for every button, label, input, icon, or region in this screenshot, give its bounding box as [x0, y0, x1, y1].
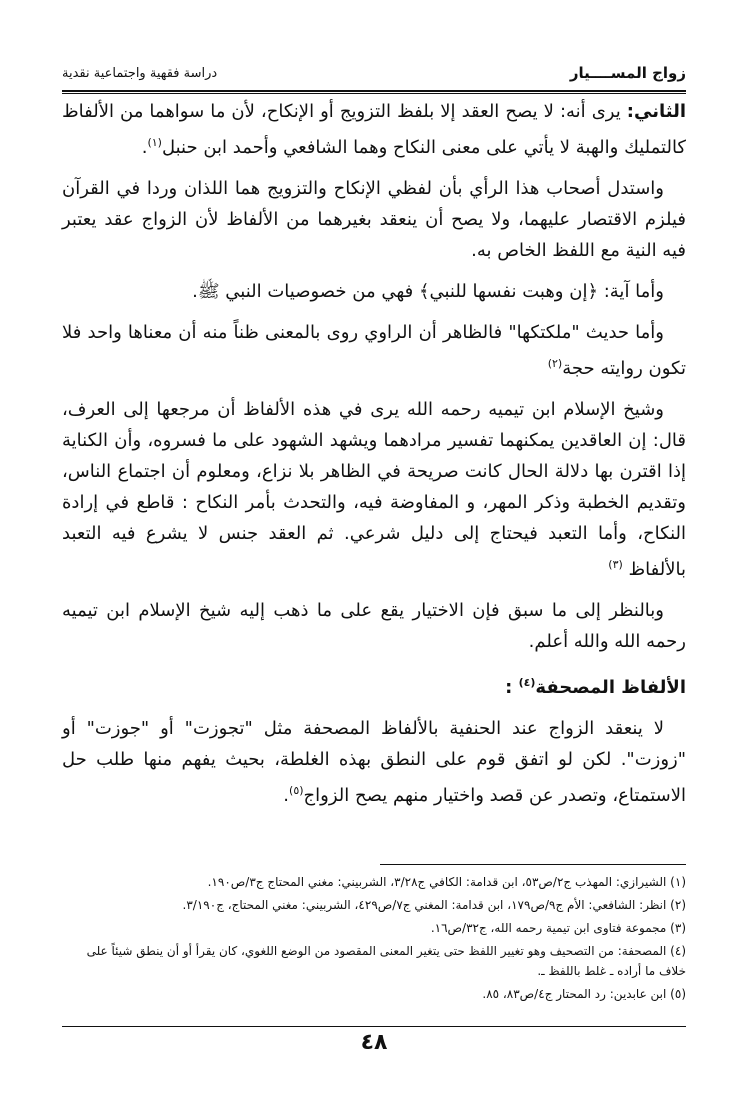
paragraph-3 [62, 276, 686, 307]
quran-verse: ﴿إن وهبت نفسها للنبي﴾ [418, 281, 598, 302]
footnote-1: (١) الشيرازي: المهذب ج٢/ص٥٣، ابن قدامة: الكافي ج٣/٢٨، الشربيني: مغني المحتاج ج٣/ص١٩٠. [207, 875, 686, 889]
footnote-ref-2[interactable]: (٢) [547, 357, 563, 370]
section-heading [62, 667, 686, 703]
paragraph-3-a: وأما آية: [598, 281, 664, 302]
section-heading-text: الألفاظ المصحفة [535, 677, 686, 698]
paragraph-1-text: يرى أنه: لا يصح العقد إلا بلفظ التزويج أو الإنكاح، لأن ما سواهما من الألفاظ كالتمليك والهبة لا يأتي على معنى النكاح وهما الشافعي وأحمد ابن حنبل [62, 101, 686, 158]
main-text [62, 96, 686, 821]
footnote-ref-5[interactable]: (٥) [289, 784, 304, 797]
paragraph-1-lead: الثاني: [626, 101, 686, 122]
paragraph-2: واستدل أصحاب هذا الرأي بأن لفظي الإنكاح والتزويج هما اللذان وردا في القرآن فيلزم الاقتصار عليهما، ولا يصح أن ينعقد بغيرهما من الألفاظ لأن الزواج عقد يعتبر فيه النية مع اللفظ الخاص به. [62, 178, 686, 261]
paragraph-6: وبالنظر إلى ما سبق فإن الاختيار يقع على ما ذهب إليه شيخ الإسلام ابن تيميه رحمه الله والله أعلم. [62, 600, 686, 652]
paragraph-7-end: . [283, 785, 290, 806]
paragraph-4 [62, 317, 686, 384]
footnote-2: (٢) انظر: الشافعي: الأم ج٩/ص١٧٩، ابن قدامة: المغني ج٧/ص٤٢٩، الشربيني: مغني المحتاج، ج٣/١٩٠. [182, 898, 686, 912]
footnote-rule [380, 864, 686, 865]
paragraph-1: الثاني: يرى أنه: لا يصح العقد إلا بلفظ التزويج أو الإنكاح، لأن ما سواهما من الألفاظ كالتمليك والهبة لا يأتي على معنى النكاح وهما الشافعي وأحمد ابن حنبل$^{(١)}$. [62, 101, 686, 158]
header-rule-thin [62, 93, 686, 94]
footer-rule [62, 1026, 686, 1027]
paragraph-4-text: وأما حديث "ملكتكها" فالظاهر أن الراوي روى بالمعنى ظناً منه أن معناها واحد فلا تكون روايته حجة [62, 322, 686, 379]
footnote-5: (٥) ابن عابدين: رد المحتار ج٤/ص٨٣، ٨٥. [482, 987, 686, 1001]
footnote-ref-3[interactable]: (٣) [608, 558, 623, 571]
running-header [62, 62, 686, 88]
footnote-3: (٣) مجموعة فتاوى ابن تيمية رحمه الله، ج٣٢/ص١٦. [430, 921, 686, 935]
page-number: ٤٨ [360, 1030, 388, 1055]
paragraph-7 [62, 713, 686, 811]
footnote-ref-1[interactable]: (١) [147, 136, 162, 149]
book-subtitle: دراسة فقهية واجتماعية نقدية [62, 66, 218, 81]
footnote-4: (٤) المصحفة: من التصحيف وهو تغيير اللفظ حتى يتغير المعنى المقصود من الوضع اللغوي، كان يقرأ أو أن ينطق شيئاً على خلاف ما أراده ـ غلط باللفظ ـ. [86, 944, 686, 978]
book-title: زواج المســــيار [569, 64, 686, 82]
footnotes [62, 872, 686, 1007]
footnote-ref-4[interactable]: (٤) [518, 676, 536, 689]
paragraph-3-b: فهي من خصوصيات النبي ﷺ. [192, 281, 419, 302]
paragraph-7-text: لا ينعقد الزواج عند الحنفية بالألفاظ المصحفة مثل "تجوزت" أو "جوزت" أو "زوزت". لكن لو اتفق قوم على النطق بهذه الغلطة، بحيث يفهم منها طلب حل الاستمتاع، وتصدر عن قصد واختيار منهم يصح الزواج [62, 718, 686, 806]
paragraph-5 [62, 394, 686, 585]
paragraph-5-text: وشيخ الإسلام ابن تيميه رحمه الله يرى في هذه الألفاظ أن مرجعها إلى العرف، قال: إن العاقدين يمكنهما تفسير مرادهما ويشهد الشهود على ما فسروه، وأن الكناية إذا اقترن بها دلالة الحال كانت صريحة في الظاهر بلا نزاع، ومعلوم أن اجتماع الناس، وتقديم الخطبة وذكر المهر، و المفاوضة فيه، والتحدث بأمر النكاح : قاطع في إرادة النكاح، وأما التعبد فيحتاج إلى دليل شرعي. ثم العقد جنس لا يشرع فيه التعبد بالألفاظ [62, 399, 686, 580]
section-heading-colon: : [505, 677, 519, 698]
header-rule [62, 90, 686, 92]
